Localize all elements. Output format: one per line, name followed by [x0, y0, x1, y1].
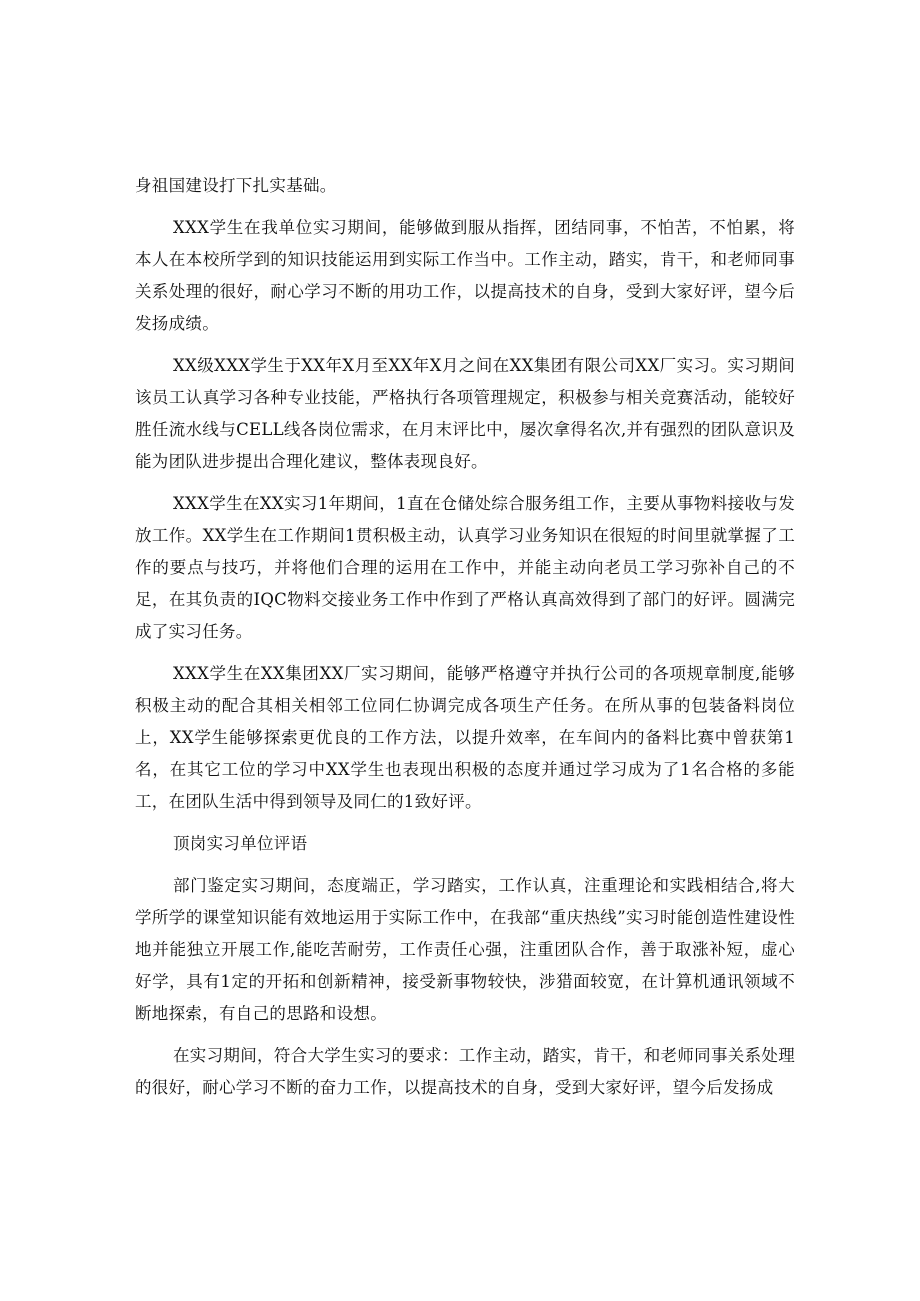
paragraph-continuation: 身祖国建设打下扎实基础。	[135, 176, 337, 195]
paragraph-evaluation-4: XXX学生在XX集团XX厂实习期间，能够严格遵守并执行公司的各项规章制度,能够积极主动的配合其相关相邻工位同仁协调完成各项生产任务。在所从事的包装备料岗位上，XX学生能够探索更优良的工作方法，以提升效率，在车间内的备料比赛中曾获第1名，在其它工位的学习中XX学生也表现出积极的态度并通过学习成为了1名合格的多能工，在团队生活中得到领导及同仁的1致好评。	[135, 664, 795, 811]
document-page	[135, 170, 795, 1104]
paragraph-evaluation-1: XXX学生在我单位实习期间，能够做到服从指挥，团结同事，不怕苦，不怕累，将本人在本校所学到的知识技能运用到实际工作当中。工作主动，踏实，肯干，和老师同事关系处理的很好，耐心学习不断的用功工作，以提高技术的自身，受到大家好评，望今后发扬成绩。	[135, 218, 795, 333]
section-heading: 顶岗实习单位评语	[173, 834, 308, 853]
paragraph-evaluation-3: XXX学生在XX实习1年期间，1直在仓储处综合服务组工作，主要从事物料接收与发放工作。XX学生在工作期间1贯积极主动，认真学习业务知识在很短的时间里就掌握了工作的要点与技巧，并将他们合理的运用在工作中，并能主动向老员工学习弥补自己的不足，在其负责的IQC物料交接业务工作中作到了严格认真高效得到了部门的好评。圆满完成了实习任务。	[135, 494, 795, 641]
paragraph-section-1: 部门鉴定实习期间，态度端正，学习踏实，工作认真，注重理论和实践相结合,将大学所学的课堂知识能有效地运用于实际工作中，在我部“重庆热线”实习时能创造性建设性地并能独立开展工作,能吃苦耐劳，工作责任心强，注重团队合作，善于取涨补短，虚心好学，具有1定的开拓和创新精神，接受新事物较快，涉猎面较宽，在计算机通讯领域不断地探索，有自己的思路和设想。	[135, 876, 795, 1023]
paragraph-section-2: 在实习期间，符合大学生实习的要求：工作主动，踏实，肯干，和老师同事关系处理的很好，耐心学习不断的奋力工作，以提高技术的自身，受到大家好评，望今后发扬成	[135, 1046, 795, 1097]
paragraph-evaluation-2: XX级XXX学生于XX年X月至XX年X月之间在XX集团有限公司XX厂实习。实习期间该员工认真学习各种专业技能，严格执行各项管理规定，积极参与相关竞赛活动，能较好胜任流水线与CELL线各岗位需求，在月末评比中，屡次拿得名次,并有强烈的团队意识及能为团队进步提出合理化建议，整体表现良好。	[135, 356, 795, 471]
